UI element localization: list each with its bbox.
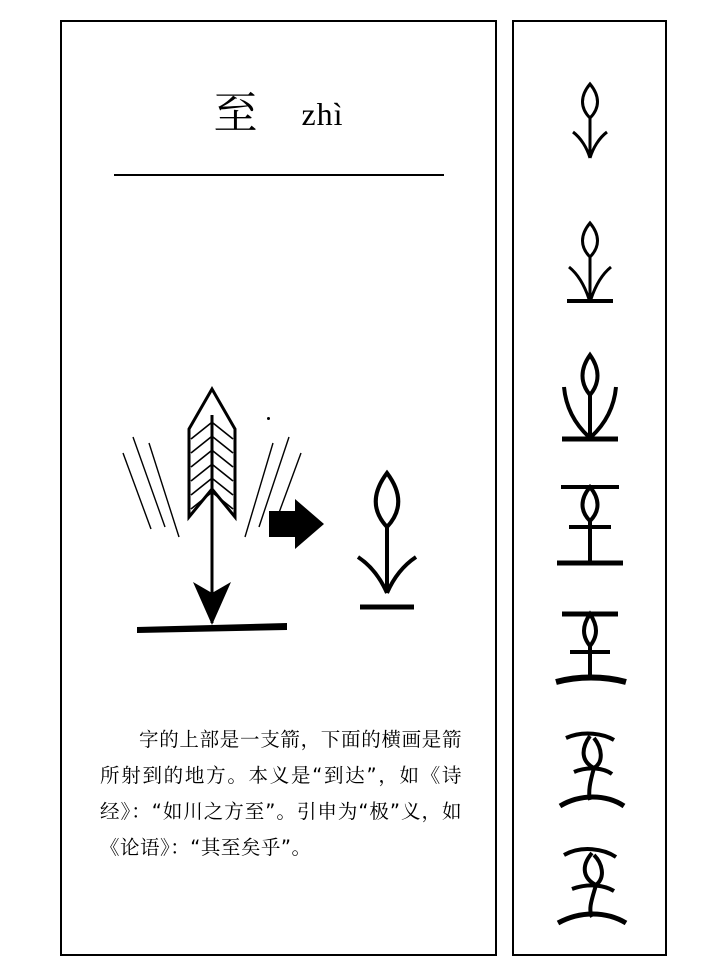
script-item-clerical-script-1: [514, 602, 665, 703]
headword-row: [62, 88, 495, 139]
script-item-seal-script: [514, 477, 665, 582]
explanation-text: 字的上部是一支箭，下面的横画是箭所射到的地方。本义是“到达”，如《诗经》：“如川之方至”。引申为“极”义，如《论语》：“其至矣乎”。: [100, 728, 462, 860]
script-item-cursive-script-1: [514, 722, 665, 823]
script-item-oracle-bone-script-1: [514, 80, 665, 175]
script-item-bronze-script: [514, 347, 665, 460]
headword-pinyin: zhì: [301, 96, 344, 132]
script-item-cursive-script-2: [514, 837, 665, 938]
script-evolution-panel: [512, 20, 667, 956]
headword-divider: [114, 174, 444, 176]
script-evolution-list: [514, 22, 665, 954]
entry-panel: [60, 20, 497, 956]
derived-glyph-zhi: [342, 467, 432, 632]
right-pointing-block-arrow-icon: [267, 497, 327, 556]
headword-character: 至: [213, 88, 260, 139]
illustration-area: [62, 377, 495, 677]
script-item-oracle-bone-script-2: [514, 217, 665, 322]
